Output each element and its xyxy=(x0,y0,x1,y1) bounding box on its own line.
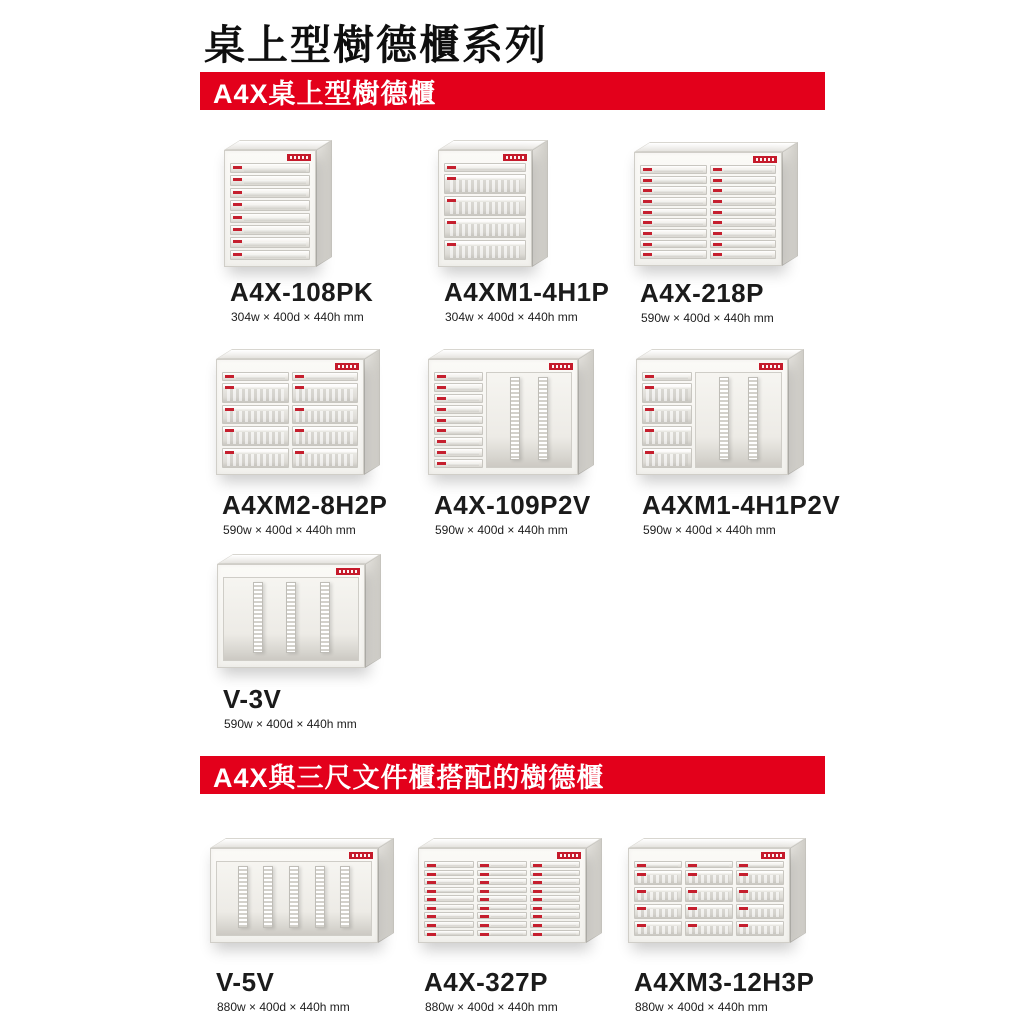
product-card xyxy=(428,347,591,537)
product-photo xyxy=(217,564,365,668)
cabinet-side-face xyxy=(378,838,394,943)
drawer-column xyxy=(424,861,474,936)
cabinet xyxy=(418,848,586,943)
cabinet-side-face xyxy=(532,140,548,267)
deep-drawer xyxy=(642,383,692,403)
cabinet-side-face xyxy=(586,838,602,943)
product-photo xyxy=(224,150,373,267)
shuter-logo xyxy=(349,852,373,859)
drawer-column xyxy=(292,372,359,468)
cabinet-side-face xyxy=(790,838,806,943)
slim-drawer xyxy=(230,213,310,223)
slim-drawer xyxy=(640,208,707,217)
deep-drawer xyxy=(736,921,784,936)
cabinet-side-face xyxy=(578,349,594,475)
deep-drawer xyxy=(634,921,682,936)
deep-drawer xyxy=(634,887,682,902)
product-size: 880w × 400d × 440h mm xyxy=(425,1000,558,1014)
product-name: A4XM3-12H3P xyxy=(634,967,815,997)
product-size: 304w × 400d × 440h mm xyxy=(445,310,578,324)
cabinet-body xyxy=(222,372,358,468)
cabinet-top-face xyxy=(210,838,394,848)
cabinet-front-face xyxy=(418,848,586,943)
cabinet-front-face xyxy=(438,150,532,267)
slim-drawer xyxy=(424,895,474,902)
deep-drawer xyxy=(222,448,289,468)
slim-drawer xyxy=(710,208,777,217)
cabinet-top-face xyxy=(428,349,594,359)
cabinet-body xyxy=(444,163,526,260)
product-card xyxy=(438,138,609,324)
slim-drawer xyxy=(530,912,580,919)
slim-drawer xyxy=(710,218,777,227)
cabinet-side-face xyxy=(365,554,381,668)
divider-compartment xyxy=(223,577,359,661)
vertical-divider xyxy=(253,582,263,653)
cabinet-front-face xyxy=(224,150,316,267)
slim-drawer xyxy=(642,372,692,381)
deep-drawer xyxy=(444,174,526,194)
cabinet xyxy=(628,848,790,943)
product-card xyxy=(210,836,378,1014)
cabinet-front-face xyxy=(217,564,365,668)
deep-drawer xyxy=(642,405,692,425)
product-card xyxy=(216,347,387,537)
product-size: 590w × 400d × 440h mm xyxy=(224,717,357,731)
vertical-divider xyxy=(510,377,520,460)
cabinet xyxy=(634,152,782,266)
slim-drawer xyxy=(640,250,707,259)
cabinet xyxy=(636,359,788,475)
deep-drawer xyxy=(444,240,526,260)
deep-drawer xyxy=(642,448,692,468)
cabinet-top-face xyxy=(636,349,804,359)
deep-drawer xyxy=(222,383,289,403)
shuter-logo xyxy=(287,154,311,161)
cabinet-top-face xyxy=(438,140,548,150)
slim-drawer xyxy=(434,416,483,425)
vertical-divider xyxy=(289,866,299,928)
cabinet-front-face xyxy=(216,359,364,475)
cabinet-side-face xyxy=(788,349,804,475)
slim-drawer xyxy=(477,921,527,928)
slim-drawer xyxy=(710,229,777,238)
deep-drawer xyxy=(685,921,733,936)
product-photo xyxy=(418,848,586,943)
vertical-divider xyxy=(538,377,548,460)
slim-drawer xyxy=(424,861,474,868)
product-card xyxy=(217,552,365,731)
product-size: 590w × 400d × 440h mm xyxy=(435,523,568,537)
product-card xyxy=(418,836,586,1014)
slim-drawer xyxy=(434,437,483,446)
slim-drawer xyxy=(424,878,474,885)
deep-drawer xyxy=(292,405,359,425)
slim-drawer xyxy=(640,229,707,238)
product-size: 304w × 400d × 440h mm xyxy=(231,310,364,324)
slim-drawer xyxy=(434,405,483,414)
shuter-logo xyxy=(759,363,783,370)
slim-drawer xyxy=(530,930,580,937)
slim-drawer xyxy=(530,861,580,868)
slim-drawer xyxy=(424,930,474,937)
cabinet-front-face xyxy=(634,152,782,266)
section-banner-a4x-3ft-match xyxy=(200,756,825,794)
slim-drawer xyxy=(434,383,483,392)
drawer-column xyxy=(642,372,692,468)
cabinet-top-face xyxy=(628,838,806,848)
deep-drawer xyxy=(444,218,526,238)
drawer-column xyxy=(222,372,289,468)
slim-drawer xyxy=(736,861,784,868)
slim-drawer xyxy=(530,878,580,885)
section-banner-label: A4X與三尺文件櫃搭配的樹德櫃 xyxy=(213,762,605,793)
slim-drawer xyxy=(444,163,526,172)
slim-drawer xyxy=(434,448,483,457)
vertical-divider xyxy=(286,582,296,653)
deep-drawer xyxy=(292,426,359,446)
drawer-column xyxy=(736,861,784,936)
product-size: 590w × 400d × 440h mm xyxy=(223,523,356,537)
slim-drawer xyxy=(477,904,527,911)
slim-drawer xyxy=(477,930,527,937)
product-photo xyxy=(438,150,609,267)
cabinet-front-face xyxy=(428,359,578,475)
cabinet-side-face xyxy=(316,140,332,267)
cabinet xyxy=(438,150,532,267)
cabinet xyxy=(217,564,365,668)
product-name: V-5V xyxy=(216,967,275,997)
deep-drawer xyxy=(292,448,359,468)
slim-drawer xyxy=(640,197,707,206)
cabinet-body xyxy=(642,372,782,468)
cabinet-top-face xyxy=(217,554,381,564)
cabinet-top-face xyxy=(634,142,798,152)
slim-drawer xyxy=(477,861,527,868)
slim-drawer xyxy=(434,426,483,435)
product-name: A4X-108PK xyxy=(230,277,374,307)
cabinet-top-face xyxy=(224,140,332,150)
deep-drawer xyxy=(685,904,733,919)
slim-drawer xyxy=(477,878,527,885)
vertical-divider xyxy=(238,866,248,928)
cabinet-body xyxy=(424,861,580,936)
shuter-logo xyxy=(549,363,573,370)
vertical-divider xyxy=(315,866,325,928)
product-photo xyxy=(634,152,782,266)
deep-drawer xyxy=(222,405,289,425)
drawer-column xyxy=(477,861,527,936)
slim-drawer xyxy=(640,218,707,227)
slim-drawer xyxy=(710,240,777,249)
drawer-column xyxy=(640,165,707,259)
slim-drawer xyxy=(530,904,580,911)
product-photo xyxy=(210,848,378,943)
shuter-logo xyxy=(335,363,359,370)
divider-compartment xyxy=(695,372,782,468)
slim-drawer xyxy=(230,175,310,185)
product-photo xyxy=(636,359,840,475)
deep-drawer xyxy=(222,426,289,446)
cabinet xyxy=(428,359,578,475)
cabinet-front-face xyxy=(636,359,788,475)
slim-drawer xyxy=(477,895,527,902)
drawer-column xyxy=(434,372,483,468)
slim-drawer xyxy=(230,188,310,198)
slim-drawer xyxy=(424,912,474,919)
product-name: A4X-218P xyxy=(640,278,764,308)
slim-drawer xyxy=(424,870,474,877)
slim-drawer xyxy=(292,372,359,381)
deep-drawer xyxy=(642,426,692,446)
cabinet-side-face xyxy=(782,142,798,266)
slim-drawer xyxy=(230,237,310,247)
product-size: 590w × 400d × 440h mm xyxy=(643,523,776,537)
cabinet-top-face xyxy=(418,838,602,848)
cabinet-body xyxy=(216,861,372,936)
vertical-divider xyxy=(340,866,350,928)
shuter-logo xyxy=(503,154,527,161)
section-banner-a4x-desktop xyxy=(200,72,825,110)
slim-drawer xyxy=(710,197,777,206)
slim-drawer xyxy=(434,394,483,403)
cabinet-body xyxy=(223,577,359,661)
slim-drawer xyxy=(222,372,289,381)
product-size: 880w × 400d × 440h mm xyxy=(635,1000,768,1014)
deep-drawer xyxy=(736,870,784,885)
cabinet xyxy=(224,150,316,267)
slim-drawer xyxy=(640,176,707,185)
cabinet-body xyxy=(640,165,776,259)
drawer-column xyxy=(634,861,682,936)
slim-drawer xyxy=(230,250,310,260)
shuter-logo xyxy=(336,568,360,575)
slim-drawer xyxy=(640,165,707,174)
vertical-divider xyxy=(320,582,330,653)
deep-drawer xyxy=(685,870,733,885)
deep-drawer xyxy=(444,196,526,216)
slim-drawer xyxy=(434,372,483,381)
product-name: A4XM1-4H1P xyxy=(444,277,610,307)
cabinet xyxy=(210,848,378,943)
cabinet-side-face xyxy=(364,349,380,475)
vertical-divider xyxy=(748,377,758,460)
drawer-column xyxy=(230,163,310,260)
slim-drawer xyxy=(230,200,310,210)
slim-drawer xyxy=(634,861,682,868)
slim-drawer xyxy=(530,870,580,877)
product-photo xyxy=(216,359,387,475)
drawer-column xyxy=(710,165,777,259)
cabinet-top-face xyxy=(216,349,380,359)
deep-drawer xyxy=(634,904,682,919)
deep-drawer xyxy=(736,887,784,902)
product-name: A4X-109P2V xyxy=(434,490,591,520)
product-name: A4XM2-8H2P xyxy=(222,490,388,520)
drawer-column xyxy=(444,163,526,260)
deep-drawer xyxy=(634,870,682,885)
vertical-divider xyxy=(719,377,729,460)
product-card xyxy=(224,138,373,324)
cabinet xyxy=(216,359,364,475)
slim-drawer xyxy=(477,870,527,877)
vertical-divider xyxy=(263,866,273,928)
slim-drawer xyxy=(230,163,310,173)
slim-drawer xyxy=(710,186,777,195)
slim-drawer xyxy=(477,912,527,919)
deep-drawer xyxy=(292,383,359,403)
slim-drawer xyxy=(530,921,580,928)
slim-drawer xyxy=(424,887,474,894)
product-size: 880w × 400d × 440h mm xyxy=(217,1000,350,1014)
cabinet-body xyxy=(434,372,572,468)
slim-drawer xyxy=(710,176,777,185)
product-size: 590w × 400d × 440h mm xyxy=(641,311,774,325)
cabinet-front-face xyxy=(628,848,790,943)
slim-drawer xyxy=(434,459,483,468)
product-photo xyxy=(428,359,591,475)
divider-compartment xyxy=(486,372,572,468)
product-name: A4X-327P xyxy=(424,967,548,997)
slim-drawer xyxy=(640,240,707,249)
slim-drawer xyxy=(685,861,733,868)
divider-compartment xyxy=(216,861,372,936)
slim-drawer xyxy=(424,904,474,911)
shuter-logo xyxy=(753,156,777,163)
cabinet-body xyxy=(230,163,310,260)
product-card xyxy=(636,347,840,537)
slim-drawer xyxy=(477,887,527,894)
product-photo xyxy=(628,848,814,943)
shuter-logo xyxy=(761,852,785,859)
slim-drawer xyxy=(530,887,580,894)
product-name: A4XM1-4H1P2V xyxy=(642,490,841,520)
shuter-logo xyxy=(557,852,581,859)
cabinet-front-face xyxy=(210,848,378,943)
deep-drawer xyxy=(685,887,733,902)
slim-drawer xyxy=(530,895,580,902)
page-title: 桌上型樹德櫃系列 xyxy=(204,22,548,68)
section-banner-label: A4X桌上型樹德櫃 xyxy=(213,78,437,109)
slim-drawer xyxy=(710,250,777,259)
deep-drawer xyxy=(736,904,784,919)
slim-drawer xyxy=(424,921,474,928)
product-card xyxy=(634,140,782,325)
drawer-column xyxy=(530,861,580,936)
product-card xyxy=(628,836,814,1014)
slim-drawer xyxy=(640,186,707,195)
drawer-column xyxy=(685,861,733,936)
slim-drawer xyxy=(710,165,777,174)
product-name: V-3V xyxy=(223,684,282,714)
cabinet-body xyxy=(634,861,784,936)
slim-drawer xyxy=(230,225,310,235)
